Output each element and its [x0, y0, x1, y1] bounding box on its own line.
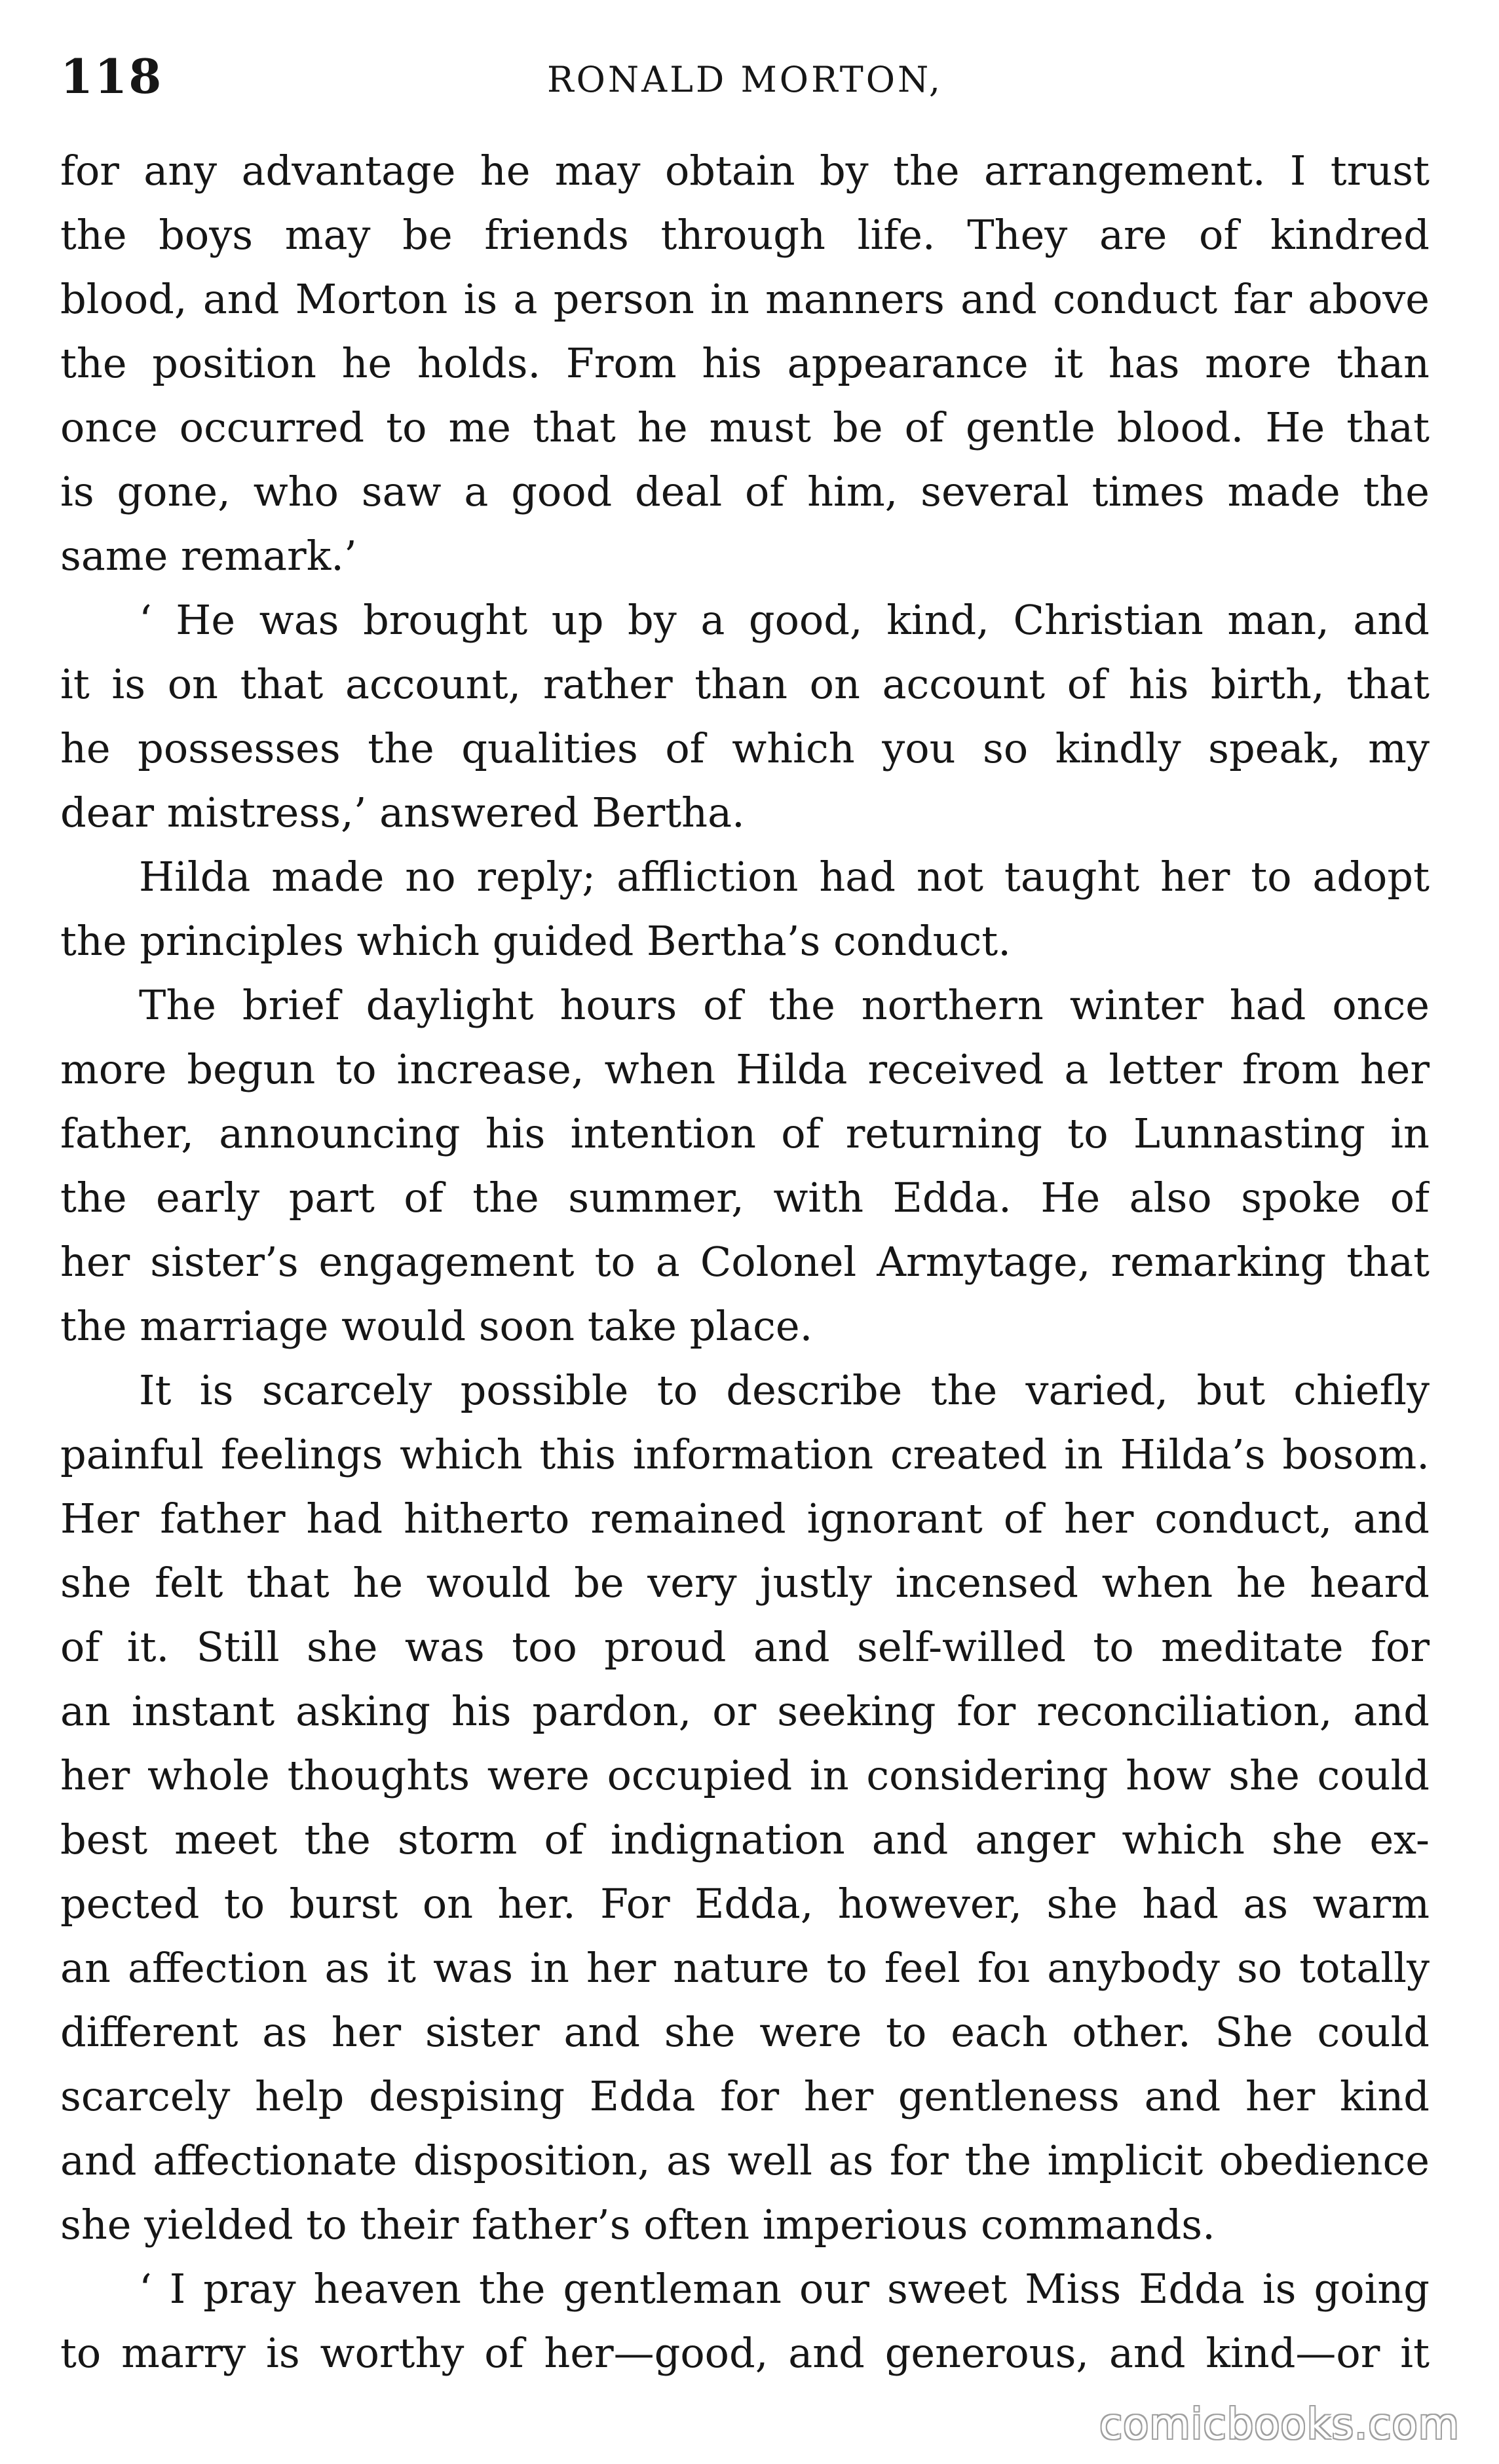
text-line: an affection as it was in her nature to feel foı anybody so totally — [60, 1944, 1430, 1992]
text-line: the boys may be friends through life. They are of kindred — [60, 211, 1430, 259]
body-text — [60, 139, 1430, 2385]
text-line: the position he holds. From his appearance it has more than — [60, 339, 1430, 387]
text-line: painful feelings which this information created in Hilda’s bosom. — [60, 1430, 1430, 1478]
text-line: scarcely help despising Edda for her gentleness and her kind — [60, 2072, 1430, 2120]
text-line: different as her sister and she were to each other. She could — [60, 2008, 1430, 2056]
text-line: same remark.’ — [60, 532, 357, 580]
text-line: to marry is worthy of her—good, and generous, and kind—or it — [60, 2329, 1430, 2377]
text-line: once occurred to me that he must be of gentle blood. He that — [60, 403, 1430, 451]
text-line: her sister’s engagement to a Colonel Armytage, remarking that — [60, 1238, 1430, 1286]
text-line: Hilda made no reply; affliction had not taught her to adopt — [139, 853, 1430, 901]
text-line: dear mistress,’ answered Bertha. — [60, 789, 745, 836]
text-line: ‘ I pray heaven the gentleman our sweet Miss Edda is going — [139, 2265, 1430, 2313]
text-line: is gone, who saw a good deal of him, several times made the — [60, 468, 1430, 515]
text-line: she felt that he would be very justly incensed when he heard — [60, 1559, 1430, 1607]
text-line: pected to burst on her. For Edda, however, she had as warm — [60, 1880, 1430, 1928]
text-line: blood, and Morton is a person in manners and conduct far above — [60, 275, 1430, 323]
text-line: she yielded to their father’s often imperious commands. — [60, 2201, 1215, 2249]
text-line: the principles which guided Bertha’s conduct. — [60, 917, 1011, 965]
running-head: RONALD MORTON, — [546, 59, 943, 100]
page-header — [60, 41, 1430, 113]
text-line: an instant asking his pardon, or seeking for reconciliation, and — [60, 1687, 1430, 1735]
text-line: The brief daylight hours of the northern winter had once — [139, 981, 1430, 1029]
text-line: father, announcing his intention of returning to Lunnasting in — [60, 1110, 1430, 1157]
text-line: ‘ He was brought up by a good, kind, Christian man, and — [139, 596, 1430, 644]
text-line: and affectionate disposition, as well as for the implicit obedience — [60, 2137, 1430, 2184]
text-line: It is scarcely possible to describe the varied, but chiefly — [139, 1366, 1430, 1414]
text-line: more begun to increase, when Hilda received a letter from her — [60, 1045, 1430, 1093]
watermark-logo: comicbooks.com — [1099, 2400, 1460, 2449]
text-line: the early part of the summer, with Edda. He also spoke of — [60, 1174, 1430, 1222]
text-line: Her father had hitherto remained ignorant of her conduct, and — [60, 1495, 1430, 1542]
text-line: the marriage would soon take place. — [60, 1302, 813, 1350]
text-line: of it. Still she was too proud and self-willed to meditate for — [60, 1623, 1430, 1671]
text-line: he possesses the qualities of which you so kindly speak, my — [60, 724, 1430, 772]
page-number: 118 — [60, 48, 163, 104]
text-line: best meet the storm of indignation and anger which she ex- — [60, 1816, 1430, 1863]
text-line: her whole thoughts were occupied in considering how she could — [60, 1751, 1430, 1799]
text-line: for any advantage he may obtain by the arrangement. I trust — [60, 147, 1430, 195]
text-line: it is on that account, rather than on account of his birth, that — [60, 660, 1430, 708]
